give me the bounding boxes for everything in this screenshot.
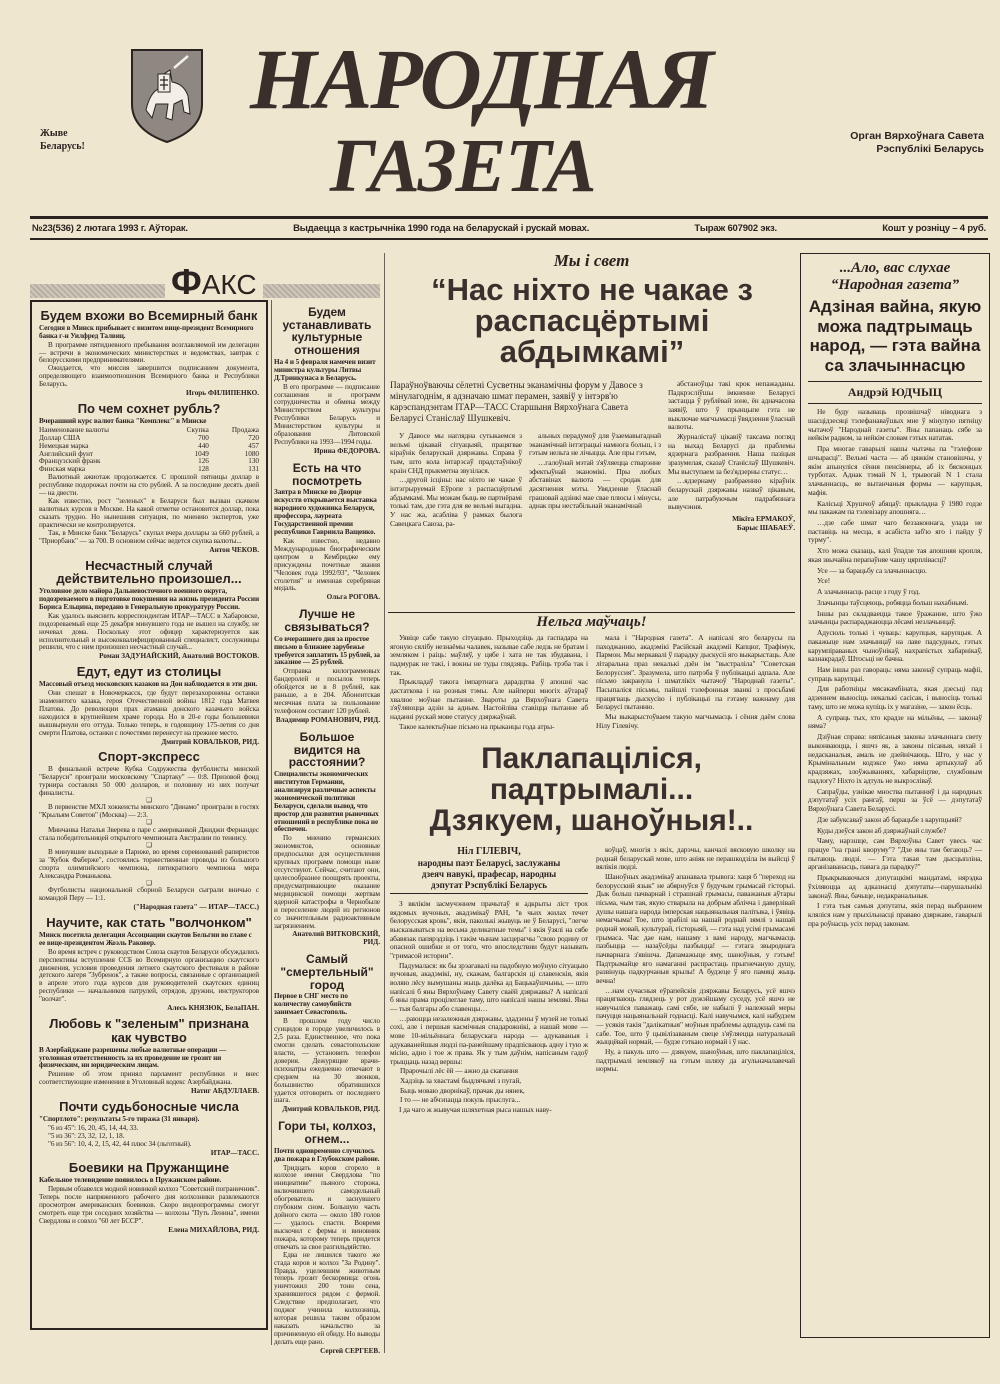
paragraph: Прыкладаў такога імпартнага дарадцтва ў апошні час дастаткова і на розныя тэмы. Але найперш многіх аўтараў хвалюе моўнае пытанне. Звароты да Вярхоўнага Савета з'яўляюцца адзін за адным. Настойліва ставіцца пытанне аб наданні рускай мове статусу дзяржаўнай. (390, 677, 588, 721)
info-rule (30, 238, 988, 240)
news-lead: Со вчерашнего дня за простое письмо в ближнее зарубежье требуется заплатить 15 рублей, за заказное — 25 рублей. (274, 634, 380, 667)
news-headline: Почти судьбоносные числа (59, 1099, 239, 1115)
news-author: ИТАР—ТАСС. (210, 1148, 259, 1157)
news-lead: Первое в СНГ место по количеству самоубийств занимает Севастополь. (274, 992, 352, 1017)
paragraph: А злачыннасць расце з году ў год. (817, 587, 921, 597)
news-headline: Спорт-экспресс (98, 749, 200, 765)
paragraph: Куды дзеўся закон аб дзяржаўнай службе? (817, 825, 947, 835)
news-lead: В Азербайджане разрешены любые валютные операции — уголовная ответственность за их проведение не грозит ни физическим, ни юридическим лицам. (39, 1045, 227, 1070)
paragraph: А супраць тых, хто крадзе на мільёны, — законаў няма? (808, 712, 982, 731)
table-cell: 128 (198, 465, 209, 474)
table-cell: 720 (248, 433, 259, 442)
news-lead: Минск посетила делегация Ассоциации скаутов Бельгии во главе с ее вице-президентом Жоэль Раковер. (39, 930, 252, 947)
table-cell: Финская марка (39, 465, 86, 474)
news-item (39, 309, 259, 398)
paragraph: Минчанка Наталья Зверева в паре с американкой Джиджи Фернандес стала победительницей открытого чемпионата Австралии по теннису. (39, 825, 259, 842)
news-item (39, 750, 259, 912)
column-divider (271, 300, 272, 1345)
table-cell: 457 (248, 441, 259, 450)
fax-section-title (165, 261, 263, 302)
paragraph: Сапраўды, узнікае мноства пытанняў і да народных дэпутатаў усіх рангаў, перш за ўсё — дэпутатаў Вярхоўнага Савета Беларусі. (808, 786, 982, 814)
news-headline: Несчастный случай действительно произошел... (56, 557, 242, 587)
news-headline: По чем сохнет рубль? (77, 401, 221, 417)
paragraph: Едва не лишился такого же стада коров и колхоз "За Родину". Правда, уцелевшим животным теперь грозит бескормица: огонь уничтожил 200 тонн сена, хранившегося рядом с фермой. Следствие предполагает, что поджог учинила колхозница, которая решила таким образом наказать начальство за причиненную ей обиду. Но выводы делать еще рано. (274, 1250, 380, 1346)
article-column-text (668, 380, 795, 512)
news-author: ("Народная газета" — ИТАР—ТАСС.) (133, 903, 259, 912)
paragraph: У Давосе мы наглядна сутыкаемся з вельмі цікавай сітуацыяй, працягвае кіраўнік беларускай дзяржавы. Справа ў тым, што кола інтарэсаў прадстаўнікоў краін СНД прыкметна звузілася. (390, 431, 522, 475)
news-author: Алесь КНЯЗЮК, БелаПАН. (167, 1004, 259, 1013)
paragraph: В первенстве МХЛ хоккеисты минского "Динамо" проиграли в гостях "Крыльям Советов" (Москва) — 2:3. (39, 803, 259, 820)
article-column (390, 634, 588, 732)
table-cell: 1080 (244, 449, 259, 458)
headline-crime: Адзіная вайна, якую можа падтрымаць народ, — гэта вайна са злачыннасцю (808, 297, 982, 375)
table-cell: Немецкая марка (39, 441, 89, 450)
table-cell: 126 (198, 457, 209, 466)
news-headline: Любовь к "зеленым" признана как чувство (49, 1016, 249, 1045)
news-author: Ирина ФЕДОРОВА. (313, 447, 380, 456)
headline-line: Дзякуем, шаноўныя!.. (429, 803, 754, 837)
paragraph: …нам сучасныя еўрапейскія дзяржавы Беларусь, усё яшчэ працягваюць глядзець у рот дужэйшаму суседу, усё яшчэ не навучыліся паважаць самі сябе, не набылі ў належнай меры пачуцця нацыянальнай годнасці. Калі навучымся, калі набудзем — усякія такія "далікатныя" моўныя праблемы адпадуць самі па сабе. Тое, што ў цывілізаваным свеце з'яўляецца натуральнай жыццёвай нормай, — будзе гэткаю нормай і ў нас. (596, 985, 795, 1047)
news-lead: Завтра в Минске во Дворце искусств открывается выставка народного художника Беларуси, профессора, лауреата Государственной премии республики Гавриила Ващенко. (274, 488, 377, 536)
news-lead: Почти одновременно случилось два пожара в Глубокском районе. (274, 1146, 380, 1163)
issue-number-date: №23(536) 2 лютага 1993 г. Аўторак. (32, 223, 188, 234)
paragraph: Они спешат в Новочеркасск, где будут перезахоронены останки знаменитого казака, героя Отечественной войны 1812 года Матвея Платова. До революции прах атамана донского казачьего войска находился в крупнейшем храме города. Но в 20-е годы большевики вышвырнули его оттуда. Только теперь, в годовщину 175-летия со дня смерти Платова, останки с почестями перенесут на прежнее место. (39, 689, 259, 737)
fax-news-box (30, 300, 268, 1330)
paragraph: Дзіўная справа: няпісаныя законы злачыннага свету выконваюцца, і яшчэ як, а законы пісаныя, няхай і недасканалыя, амаль не дзейнічаюць. Што, у нас у Крымінальным кодэксе ўжо няма артыкулаў аб крадзяжах, злоўжываннях, хабарніцтве, службовым падлогу? Ніхто іх адтуль не выкрэсліваў. (808, 732, 982, 785)
paragraph: Быць моваю дворнікаў, прачак ды нянек, (400, 1085, 525, 1095)
paragraph: Первым обзавелся модной новинкой колхоз "Советский пограничник". Теперь после напряженного рабочего дня колхозники развлекаются просмотром американских боевиков. Скоро видеопрограммы смогут смотреть еще три соседних хозяйства — колхозы "Путь Ленина", имени Свердлова и совхоз "60 лет БССР". (39, 1185, 259, 1225)
paragraph: І то — не абчэпацца покуль прыслуга... (400, 1095, 520, 1105)
headline-gilevich (388, 744, 795, 837)
news-item (39, 1017, 259, 1096)
column-header: Продажа (231, 425, 259, 434)
news-lead: Сегодня в Минск прибывает с визитом вице-президент Всемирного банка г-н Уилфред Талвиц. (39, 323, 254, 340)
column-header: Скупка (186, 425, 209, 434)
news-headline: Научите, как стать "волчонком" (46, 915, 252, 931)
paragraph: абстаноўцы такі крок непажаданы. Падкрэсліўшы імкненне Беларусі застацца ў рублёвай зоне, ён адначасова заявіў, што ў прынцыпе гэта не выключае магчымасці ўвядзення ўласнай валюты. (668, 379, 795, 432)
news-lead: "Спортлото": результаты 5-го тиража (31 января). (39, 1114, 200, 1123)
paragraph: Как известно, рост "зеленых" в Беларуси был вызван скачком валютных курсов в Москве. На какой отметке остановится доллар, пока сказать трудно. Но нынешняя ситуация, по мнению экспертов, уже практически не контролируется. (39, 497, 259, 529)
news-lead: Специалисты экономических институтов Германии, анализируя различные аспекты экономической политики Беларуси, сделали вывод, что простор для развития рыночных отношений в республике пока не обеспечен. (274, 770, 379, 834)
paragraph: Хадзіць за хвастамі быдлячымі з пугай, (400, 1076, 522, 1086)
article-column (390, 900, 588, 1116)
paragraph: Прыкрываючыся дэпутацкімі мандатамі, нярэдка ўхіляюцца ад адказнасці дэпутаты—парушальнікі законаў. Яны, бачыце, недакранальныя. (808, 873, 982, 900)
table-cell: Английский фунт (39, 449, 94, 458)
paragraph: Падумалася: як бы зрэагавалі на падобную моўную сітуацыю вучоныя, акадэмікі, ну, скажам, балгарскія ці славенскія, якія воляю лёсу вымушаны жыць далёка ад Бацькаўшчыны, — што напісалі б яны Вярхоўнаму Савету сваёй дзяржавы? А напісалі б яны прама процілеглае таму, што напісалі нашы землякі. Яны — тыя балгары або славенцы… (390, 960, 588, 1013)
poem-quote (390, 1067, 588, 1105)
phone-line-column-box (800, 253, 990, 1338)
news-item (274, 608, 380, 725)
headline-davos: “Нас ніхто не чакае з распасцёртымі абдымкамі” (431, 272, 753, 369)
paragraph: Калісьці Хрушчоў абяцаў: прыкладна ў 1980 годзе мы пакажам па тэлевізару апошняга… (808, 498, 982, 517)
paragraph: Такое калектыўнае пісьмо на прыканцы года атры- (399, 721, 555, 731)
publication-since: Выдаецца з кастрычніка 1990 года на беларускай і рускай мовах. (293, 223, 590, 234)
news-lead: Уголовное дело майора Дальневосточного военного округа, подозреваемого в подготовке покушения на жизнь президента России Бориса Ельцина, передано в Генеральную прокуратуру России. (39, 587, 259, 611)
news-item (39, 1100, 259, 1157)
table-cell: Доллар США (39, 433, 81, 442)
paragraph: ❑ (146, 819, 152, 827)
paragraph: ❑ (146, 879, 152, 887)
author-title: народны паэт Беларусі, заслужаны (417, 858, 561, 868)
paragraph: Мы выкарыстоўваем такую магчымасць і сёння даём слова Нілу Гілевічу. (596, 711, 795, 730)
paragraph: В минувшие выходные в Париже, во время соревнований рапиристов за "Кубок Фаберже", состоялись торжественные проводы из большого спорта олимпийского чемпиона, пятикратного чемпиона мира Александра Романькова. (39, 848, 259, 880)
article-intro: Параўноўваючы сёлетні Сусветны эканамічны форум у Давосе з мінулагоднім, я адзначаю шмат перамен, заявіў у інтэрв'ю карэспандэнтам ІТАР—ТАСС Старшыня Вярхоўнага Савета Беларусі Станіслаў Шушкевіч. (390, 380, 643, 423)
news-item (39, 559, 259, 662)
currency-rates-table (39, 427, 259, 475)
paragraph: Журналістаў цікавіў таксама погляд на выхад Беларусі да праблемы ядзернага разбраення. Наша пазіцыя зразумелая, сказаў Станіслаў Шушкевіч. Мы выступаем за без'ядзерны статус… (668, 431, 795, 476)
paragraph: Как известно, недавно Международным биографическим центром в Кембридже ему присуждены почетные звания "Человек года 1992/93", "Человек столетия" и именная серебряная медаль. (274, 536, 380, 593)
news-headline: Будем устанавливать культурные отношения (282, 305, 372, 358)
paragraph: Тридцать коров сгорело в колхозе имени Свердлова "по инициативе" пьяного сторожа, включившего самодельный обогреватель и заснувшего глубоким сном. Большую часть дойного скота — около 180 голов — удалось спасти. Вовремя выскочил с фермы и виновник пожара, которому теперь придется отвечать за свое разгильдяйство. (274, 1163, 380, 1251)
news-item (274, 731, 380, 947)
news-item (39, 665, 259, 746)
paragraph: І да чаго ж жывучая шляхетная рыса нашых наву- (399, 1105, 552, 1115)
author-title: дэпутат Рэспублікі Беларусь (430, 879, 548, 890)
news-author: Дмитрий КОВАЛЬКОВ, РИД. (161, 737, 259, 746)
news-lead: Вчерашний курс валют банка "Комплекс" в Минске (39, 416, 207, 425)
paragraph: Решение об этом принял парламент республики и внес соответствующие изменения в Уголовный кодекс Азербайджана. (39, 1070, 259, 1087)
news-headline: Есть на что посмотреть (292, 460, 362, 488)
paragraph: Для работніцы мясакамбіната, якая дзесьці пад адзеннем выносіць некалькі сасісак, і выносіць толькі таму, што не можа купіць іх у магазіне, — закон ёсць. (808, 684, 982, 711)
paragraph: Усе! (817, 576, 831, 586)
paragraph: В программе пятидневного пребывания возглавляемой им делегации — встречи в экономических министерствах и ведомствах, завтрак с белорусскими предпринимателями. (39, 340, 259, 365)
paragraph: Отправка килограммовых бандеролей и посылок теперь обойдется не в 8 рублей, как раньше, а в 204. Абонентская месячная плата за пользование телефоном составит 120 рублей. (274, 667, 380, 716)
masthead-rule (30, 216, 988, 219)
paragraph: "6 из 56": 10, 4, 2, 15, 42, 44 плюс 34 (льготный). (48, 1139, 192, 1148)
paragraph: Как удалось выяснить корреспондентам ИТАР—ТАСС в Хабаровске, подозреваемый еще 25 декабря минувшего года не вышел на службу, не ночевал дома. Поскольку этот офицер характеризуется как исполнительный и высококвалифицированный специалист, сослуживцы решили, что с ним произошел несчастный случай... (39, 611, 259, 652)
newspaper-logo-line1: НАРОДНАЯ (250, 31, 712, 127)
paragraph: …другой ісціны: нас ніхто не чакае ў інтэгрыруемай Еўропе з распасцёртымі абдымкамі. Мы можам быць яе партнёрамі толькі там, дзе гэта для яе вельмі выгадна. У нас жа, асабліва ў рамках былога Савецкага Саюза, ра- (390, 475, 522, 528)
paragraph: По мнению германских экономистов, основные предпосылки для осуществления крупных программ помощи ныне отсутствуют. Сейчас, считают они, целесообразнее поощрять проекты, предусматривающие оказание медицинской помощи жертвам ядерной катастрофы в Чернобыле и переселение людей из регионов со значительным радиоактивным загрязнением. (274, 834, 380, 930)
news-item (274, 306, 380, 456)
paragraph: В финальной встрече Кубка Содружества футболисты минской "Беларуси" проиграли московскому "Спартаку" — 0:8. Призовой фонд турнира составлял 50 000 долларов, и половину из них получат финалисты. (39, 765, 259, 797)
paragraph: …галоўнай мэтай з'яўляецца стварэнне эфектыўнай эканомікі. Пры любых абставінах валюта — сродак для дасягнення мэты. Увядзенне ўласнай грашовай адзінкі мае свае плюсы і мінусы, аднак пры нестабільнай эканамічнай (529, 457, 661, 511)
paragraph: І гэта тыя самыя дэпутаты, якія перад выбраннем кляліся нам у прыхільнасці прававо дзяржаве, гаварылі пра роўнасць усіх перад законам. (808, 901, 982, 928)
author-title: дзеяч навукі, прафесар, народны (421, 868, 557, 879)
column-divider (384, 253, 385, 1353)
news-headline: Едут, едут из столицы (76, 664, 222, 680)
table-cell: 440 (198, 441, 209, 450)
coat-of-arms-pahonia-icon (130, 48, 204, 144)
article-column (668, 380, 795, 532)
article-divider (388, 612, 795, 613)
headline-line: Паклапаціліся, (481, 742, 702, 775)
news-lead: На 4 и 5 февраля намечен визит министра культуры Литвы Д.Тринкунаса в Беларусь. (274, 357, 376, 382)
paragraph: "5 из 36": 23, 32, 12, 1, 18. (48, 1131, 125, 1140)
newspaper-logo-line2: ГАЗЕТА (330, 124, 596, 208)
news-item (274, 462, 380, 602)
news-lead: Массовый отъезд московских казаков на Дон наблюдается в эти дни. (39, 680, 258, 689)
paragraph: Не буду называць прозвішчаў ніводнага з шасцідзесяці тэлефанаваўшых мне ў мінулую пятніцу чытачоў "Народнай газеты". Яны папанаць сябе за нейкім радком, за нейкім словам гэтых нататак. (808, 407, 982, 443)
news-author: Роман ЗАДУНАЙСКИЙ, Анатолий ВОСТОКОВ. (99, 652, 259, 661)
table-cell: 1049 (194, 449, 209, 458)
article-column (596, 634, 795, 731)
paragraph: Усе — за барацьбу са злачыннасцю. (817, 565, 927, 575)
paragraph: …рающца незалежныя дзяржавы, здадзены ў музей не толькі сохі, але і першыя касмічныя спадарожнікі, а нашай мове — мове 10-мільённага беларускага народа — адукаваныя і адукаванейшыя людзі па-ранейшаму прадпісваюць адну і тую ж місію, адно і тое ж права. Як у тым даўнім, напісаным гадоў трыццаць назад вершы: (390, 1013, 588, 1066)
circulation: Тыраж 607902 экз. (694, 223, 777, 234)
rubric-phone-line: ...Ало, вас слухае “Народная газета” (830, 260, 960, 293)
paragraph: …дзе сабе шмат чаго беззаконнага, улада не паставіць на месца, я асабіста заб'ю яго і пайду ў турму". (808, 518, 982, 545)
article-column (596, 846, 795, 1075)
rubric-nelga-mauchac: Нельга маўчаць! (536, 614, 647, 630)
news-item (274, 953, 380, 1114)
paragraph: Во время встреч с руководством Союза скаутов Беларуси обсуждались перспективы вступления ССБ во Всемирную организацию скаутского движения, условия проведения летнего скаутского фестиваля в районе детского лагеря "Зубренок", а также вопросы, связанные с организацией в апреле этого года курсов для руководителей скаутских единиц республики — начальников патрулей, отрядов, дружин, инструкторов "волчат". (39, 947, 259, 1004)
paragraph: Хто можа сказаць, калі ўпадзе тая апошняя кропля, якая звычайна перапаўняе чашу цярплівасці? (808, 546, 982, 564)
paragraph: Чаму, нарэшце, сам Вярхоўны Савет увесь час працуе "на грані кворуму"? "Дзе яны там бегаюць? — пытаюць людзі. — Гэта такая там дысцыпліна, арганізаванасць, павага да парадку?" (808, 836, 982, 872)
author-name: Ніл ГІЛЕВІЧ, (457, 846, 521, 857)
paragraph: В его программе — подписание соглашения и программ сотрудничества и обмена между Министерством культуры Республики Беларусь и Министерством культуры и образования Литовской Республики на 1993—1994 годы. (274, 382, 380, 447)
paragraph: Злачынцы таўсцеюць, робяцца больш нахабнымі. (817, 597, 969, 607)
issue-info-bar (32, 223, 986, 235)
news-headline: Самый "смертельный" город (280, 952, 374, 992)
news-item (39, 916, 259, 1013)
article-author: Андрэй ЮДЧЫЦ (808, 381, 982, 404)
paragraph: Ну, а пакуль што — дзякуем, шаноўныя, што паклапаціліся, падтрымалі землякоў на гэтым шляху да агульначалавечай нормы. (596, 1047, 795, 1074)
article-column (390, 432, 522, 529)
rubric-my-i-svet: Мы і свет (553, 251, 630, 270)
news-item (39, 402, 259, 554)
paragraph: Так, в Минске банк "Беларусь" скупал вчера доллары за 660 рублей, а "Приорбанк" — за 700. В основном сейчас ведется скупка валюты... (39, 528, 259, 545)
news-headline: Большое видится на расстоянии? (288, 729, 366, 770)
news-headline: Лучше не связываться? (284, 607, 370, 634)
news-author: Антон ЧЕКОВ. (209, 545, 259, 554)
paragraph: "6 из 45": 16, 20, 45, 14, 44, 33. (48, 1123, 139, 1132)
fax-label-f: Ф (171, 261, 202, 302)
table-cell: 700 (198, 433, 209, 442)
table-cell: Французский франк (39, 457, 101, 466)
paragraph: …ядзернаму разбраенню кіраўнік беларускай дзяржавы назваў цікавым, але патрабуючым падрабязнага вывучэння. (668, 476, 795, 512)
price: Кошт у розніцу – 4 руб. (882, 223, 986, 234)
news-author: Владимир РОМАНОВИЧ, РИД. (275, 715, 380, 724)
paragraph: Футболисты национальной сборной Беларуси сыграли вничью с командой Перу — 1:1. (39, 886, 259, 903)
paragraph: альных перадумоў для ўзаемавыгаднай эканамічнай інтэграцыі намнога больш, і з гэтым нельга не лічыцца. Але пры гэтым, (529, 431, 661, 458)
publisher-note: Орган Вярхоўнага Савета Рэспублікі Беларусь (850, 130, 984, 156)
fax-news-column-2 (274, 300, 380, 1358)
paragraph: З вялікім засмучэннем прачытаў я адкрыты ліст трох вядомых вучоных, акадэмікаў РАН, "в чьих жилах течет белорусская кровь", якія, паколькі жывуць не ў Беларусі, "легче высказываться на весьма деликатные темы" і якія ўзялі на сябе абавязак папярэдзіць і такім чынам засцерагчы "свою родину от опасной ошибки и от того, что впоследствии будут называть "гримасой истории". (390, 899, 588, 960)
news-author: Анатолий ВИТКОВСКИЙ, РИД. (292, 930, 380, 947)
headline-line: падтрымалі... (489, 772, 694, 806)
paragraph: ❑ (146, 841, 152, 849)
news-headline: Гори ты, колхоз, огнем... (278, 1119, 376, 1146)
paragraph: Адусюль толькі і чуваць: карупцыя, карупцыя. А пакажыце нам злачынцаў на лаве падсудных, гэтых карумпіраваных чыноўнікаў, нахрапістых хабарнікаў, казнакрадаў. Штосьці не бачна. (808, 628, 982, 664)
paragraph: Нам іншы раз гавораць: няма законаў супраць мафіі, супраць карупцыі. (808, 665, 982, 683)
news-lead: Кабельное телевидение появилось в Пружанском районе. (39, 1176, 222, 1185)
news-author: Дмитрий КОВАЛЬКОВ, РИД. (282, 1105, 380, 1114)
paragraph: Шаноўных акадэмікаў апанавала трывога: хаця б "переход на белорусский язык" не абярнуўся ў будучым грымасай гісторыі. Дык больш пачварнай і страшнай грымасы, паважаныя аўтары пісьма, чым тая, якую стварыла на добрым аблічча і даверлівай душы нашага народа імперская нацыянальная палітыка, і ўявіць немагчыма! Тое, што зрабілі на нашай роднай зямлі з нашай роднай мовай, культурай, гісторыяй, — гэта над усімі грымасамі грымаса. Час дае нам, нашаму з вамі народу, магчымасць пазбыцца — назаўсёды пазбыцца! — гэтага звыроднага пачварнага з'явішча. Дапамажыце яму, шаноўныя, у гэтым! Падтрымайце яго намаганні распрастаць прыгнечаную душу, развінуць падкурчаныя крылы! А будзеце ў яго памяці жыць вечна! (596, 871, 795, 985)
article-column (529, 432, 661, 512)
paragraph: коўцаў, многія з якіх, дарэчы, канчалі вясковую школку на роднай беларускай мове, што аніяк не перашкодзіла ім выйсці ў вялікія людзі. (596, 845, 795, 872)
paragraph: Валютный ажиотаж продолжается. С прошлой пятницы доллар в республике подорожал почти на сто рублей. А за последние десять дней — на двести. (39, 473, 259, 498)
news-item (39, 1161, 259, 1234)
article-column-text (390, 900, 588, 1066)
news-author: Натиг АБДУЛЛАЕВ. (190, 1087, 259, 1096)
paragraph: мала і "Народная газета". А напісалі яго беларусы па паходжанню, акадэмікі Расійскай акадэміі Капцюг, Трафімук, Пармон. Мы меркавалі ў парадку дыскусіі яго выкарыстаць. Але літаральна праз некалькі дзён ім "выстраліла" "Советская Белоруссия". Зразумела, што патрэба ў публікацыі адпала. Але пісьмо закранула і шматлікіх чытачоў "Народнай газеты". Пасыпаліся пісьмы, пайшлі тэлефонныя званкі з просьбамі працягваць дыскусію і публікацыі па гэтаму важнаму для Беларусі пытанню. (596, 633, 795, 712)
author-name: Барыс ШАБАЕЎ. (736, 522, 795, 532)
author-block (390, 846, 588, 894)
paragraph: Пра многае гаварылі нашы чытачы па "тэлефоне шчырасці". Вельмі часта — аб цяжкім становішчы, у якім апынуліся сёння пенсіянеры, аб іх бясконцых турботах. Аднак тэмай N 1, трывогай N 1 стала злачыннасць, яе вытанчаныя формы — карупцыя, мафія. (808, 444, 982, 497)
news-author: Ольга РОГОВА. (326, 593, 380, 602)
paragraph: Дзе забуксаваў закон аб барацьбе з карупцыяй? (817, 814, 962, 824)
paragraph: Іншы раз складваецца такое ўражанне, што ўжо злачынцы распараджаюцца лёсамі незлачынцаў. (808, 608, 982, 627)
news-author: Игорь ФИЛИПЕНКО. (186, 389, 259, 398)
column-header: Наименование валюты (39, 425, 109, 434)
fax-label-rest: АКС (201, 269, 257, 300)
news-headline: Будем вхожи во Всемирный банк (40, 308, 258, 323)
motto: Жыве Беларусь! (40, 128, 85, 152)
paragraph: Прарочылі лёс ёй — ажно да скапання (400, 1066, 518, 1076)
author-name: Мікіта ЕРМАКОЎ, (732, 513, 795, 523)
paragraph: Уявіце сабе такую сітуацыю. Прыходзіць да гаспадара на ягоную сялібу незнаёмы чалавек, называе сабе ледзь не братам і земляком і раіць: маўляў, у цябе і хата не так збудавана, і падмурак не такі, і вокны не туды глядзяць. Рабіць трэба так і так. (390, 633, 588, 677)
article-body (808, 408, 982, 928)
news-headline: Боевики на Пружанщине (68, 1160, 230, 1176)
article-author (668, 515, 795, 532)
news-item (274, 1120, 380, 1355)
table-cell: 130 (248, 457, 259, 466)
news-author: Сергей СЕРГЕЕВ. (320, 1346, 380, 1355)
paragraph: В прошлом году число суицидов в городе увеличилось в 2,5 раза. Единственное, что пока смогли сделать севастопольские власти, — установить телефон доверия. Дежурящие врачи-психиатры ежедневно отвечают в среднем на 30 звонков, большинство обратившихся удается отговорить от последнего шага. (274, 1017, 380, 1105)
table-cell: 131 (248, 465, 259, 474)
paragraph: ❑ (146, 796, 152, 804)
news-author: Елена МИХАЙЛОВА, РИД. (168, 1225, 259, 1234)
paragraph: Ожидается, что миссия завершится подписанием документа, определяющего взаимоотношения Всемирного банка и Республики Беларусь. (39, 364, 259, 389)
